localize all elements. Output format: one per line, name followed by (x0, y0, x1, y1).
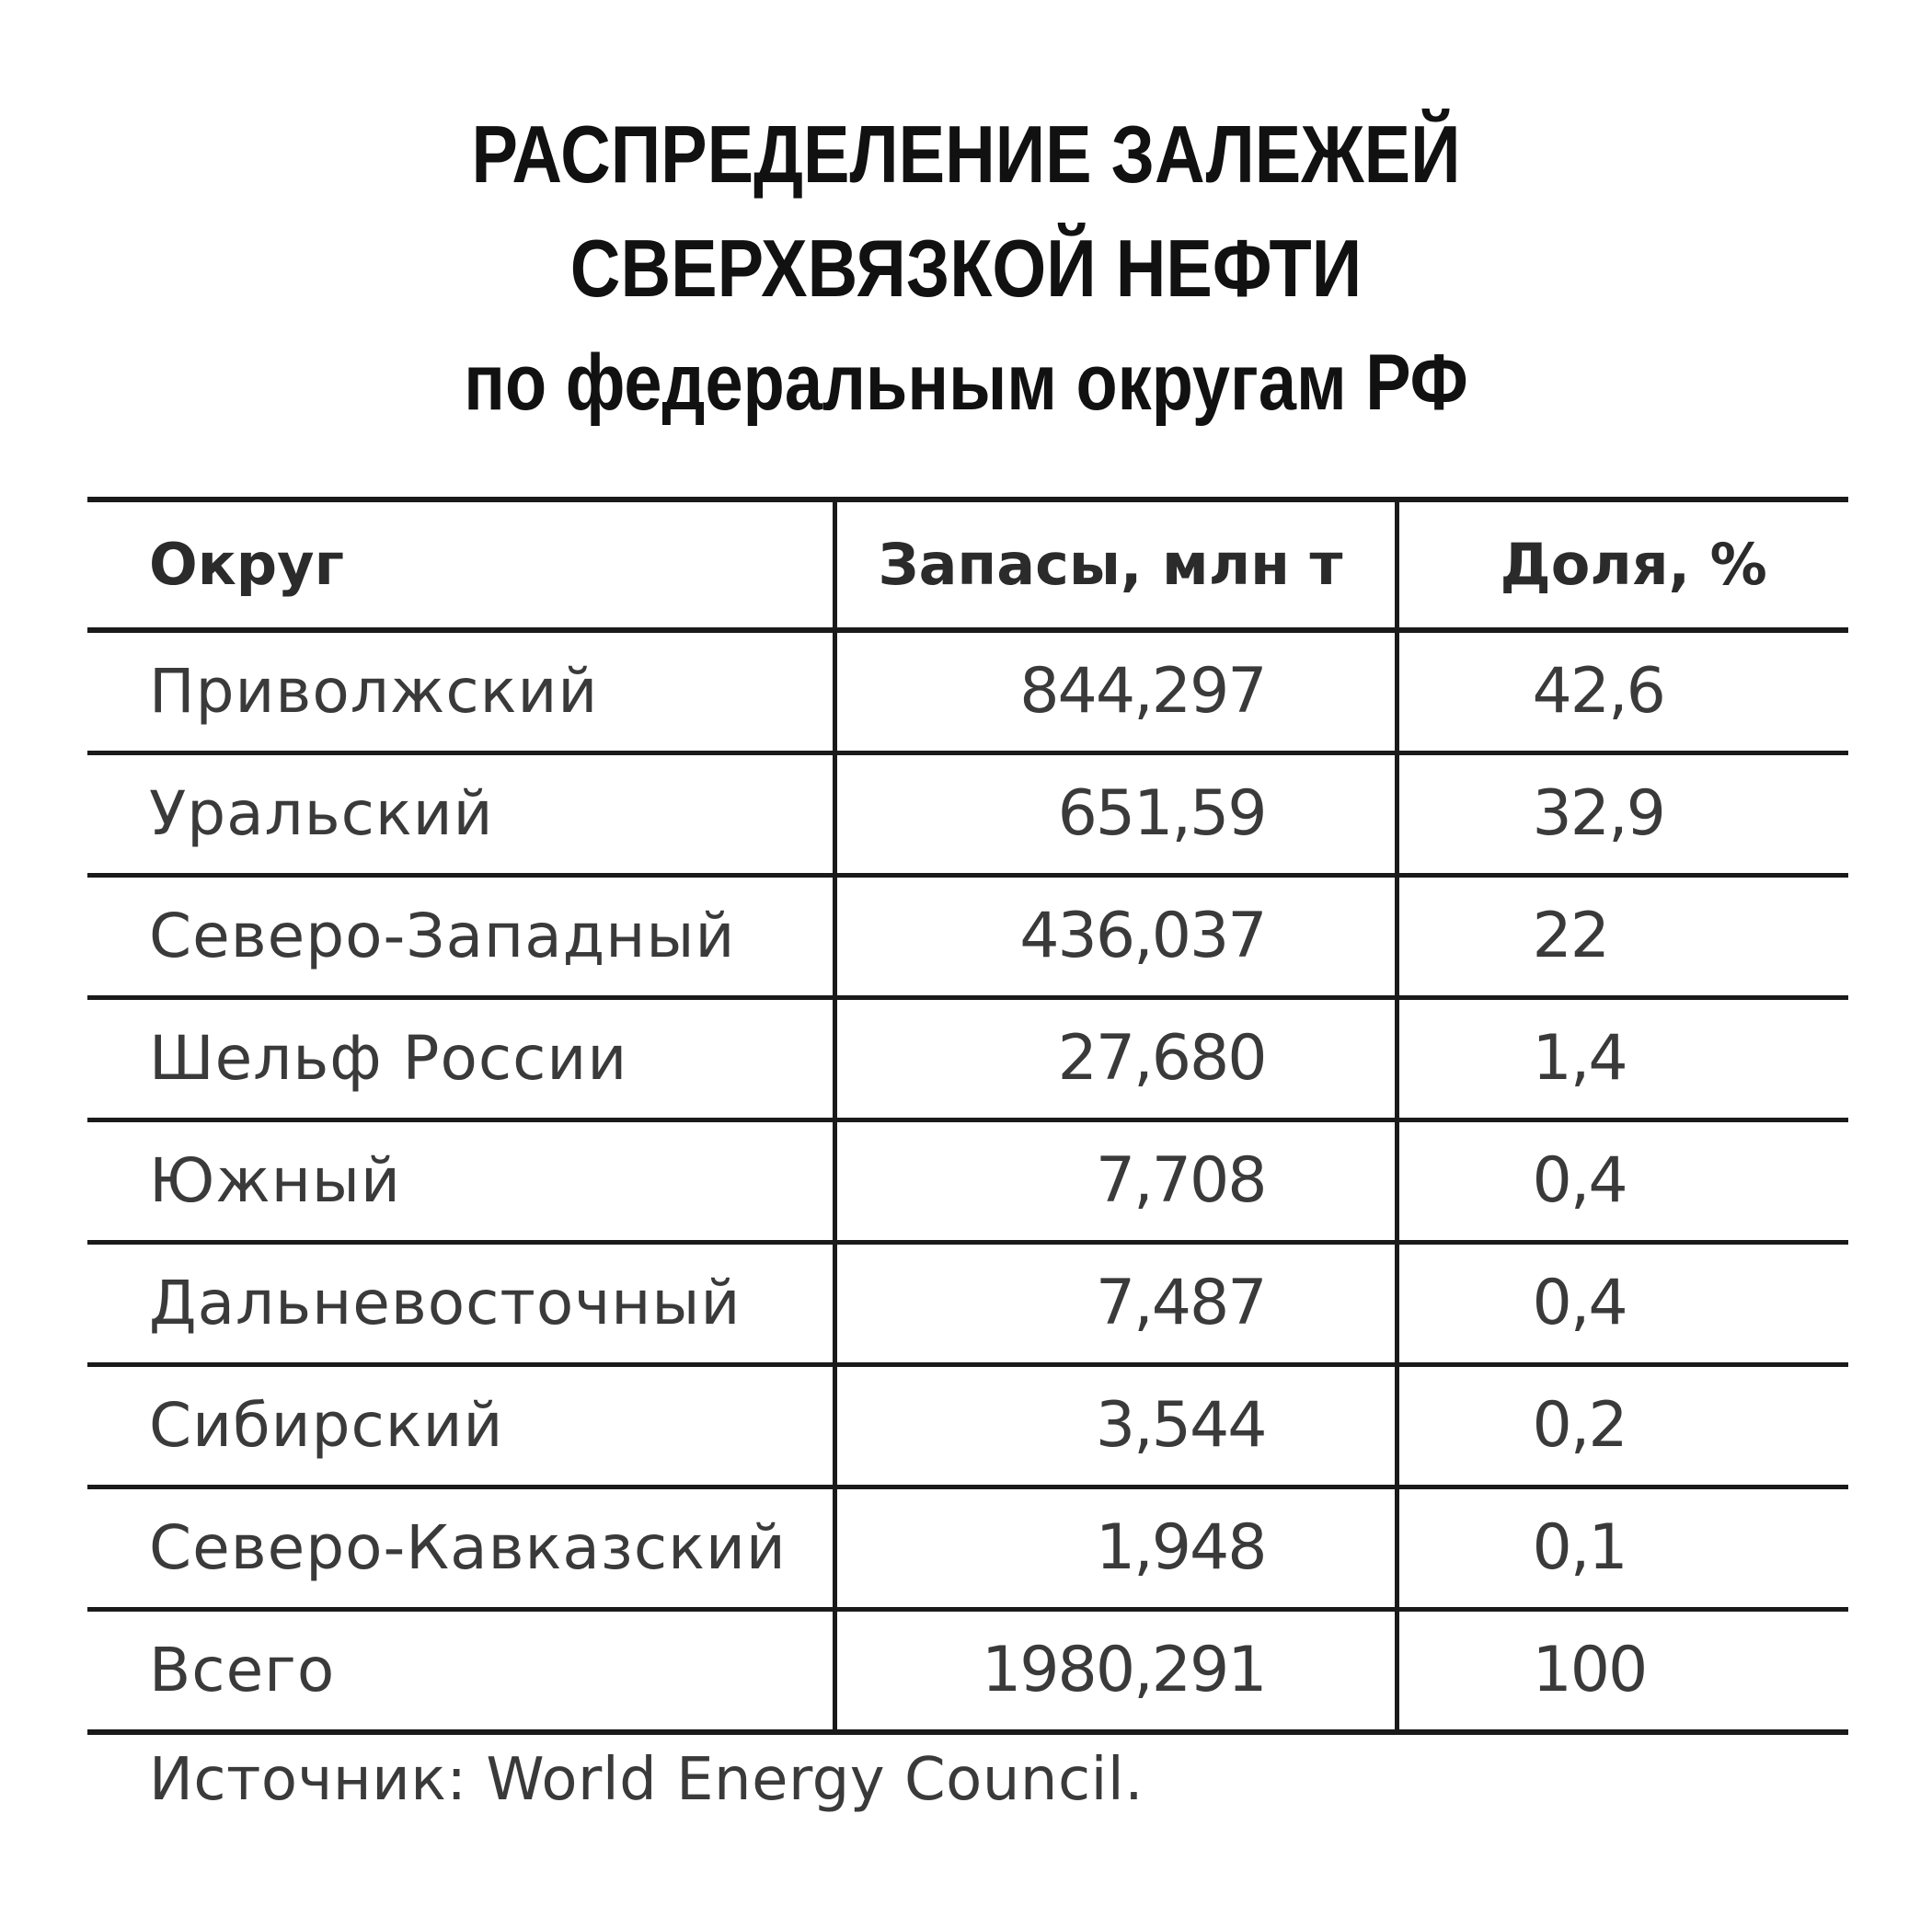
district-reserves: 1,948 (834, 1487, 1397, 1610)
district-name: Приволжский (87, 630, 834, 753)
district-share: 0,4 (1397, 1120, 1848, 1243)
district-share: 1,4 (1397, 998, 1848, 1120)
district-share: 0,1 (1397, 1487, 1848, 1610)
district-reserves: 844,297 (834, 630, 1397, 753)
table-row (87, 1120, 1848, 1243)
table-title (0, 98, 1932, 440)
district-name: Южный (87, 1120, 834, 1243)
total-reserves: 1980,291 (834, 1610, 1397, 1733)
district-reserves: 7,708 (834, 1120, 1397, 1243)
district-name: Северо-Западный (87, 876, 834, 998)
district-reserves: 651,59 (834, 753, 1397, 876)
district-reserves: 7,487 (834, 1243, 1397, 1365)
district-name: Уральский (87, 753, 834, 876)
district-name: Северо-Кавказский (87, 1487, 834, 1610)
district-reserves: 27,680 (834, 998, 1397, 1120)
title-line-1: РАСПРЕДЕЛЕНИЕ ЗАЛЕЖЕЙ (471, 109, 1461, 200)
table-row (87, 1243, 1848, 1365)
table-header-row (87, 499, 1848, 630)
district-name: Дальневосточный (87, 1243, 834, 1365)
district-reserves: 3,544 (834, 1365, 1397, 1487)
table-row (87, 1365, 1848, 1487)
table-row (87, 876, 1848, 998)
district-share: 0,2 (1397, 1365, 1848, 1487)
district-share: 22 (1397, 876, 1848, 998)
header-reserves: Запасы, млн т (834, 499, 1397, 630)
header-district: Округ (87, 499, 834, 630)
total-label: Всего (87, 1610, 834, 1733)
total-share: 100 (1397, 1610, 1848, 1733)
source-note: Источник: World Energy Council. (149, 1746, 1144, 1814)
district-share: 42,6 (1397, 630, 1848, 753)
district-share: 0,4 (1397, 1243, 1848, 1365)
district-name: Шельф России (87, 998, 834, 1120)
district-name: Сибирский (87, 1365, 834, 1487)
district-reserves: 436,037 (834, 876, 1397, 998)
district-share: 32,9 (1397, 753, 1848, 876)
table-row (87, 630, 1848, 753)
table-row (87, 998, 1848, 1120)
oil-reserves-table (87, 497, 1848, 1735)
total-row (87, 1610, 1848, 1733)
table-row (87, 753, 1848, 876)
title-line-2: СВЕРХВЯЗКОЙ НЕФТИ (569, 223, 1363, 314)
title-line-3: по федеральным округам РФ (464, 339, 1468, 427)
table-row (87, 1487, 1848, 1610)
header-share: Доля, % (1397, 499, 1848, 630)
